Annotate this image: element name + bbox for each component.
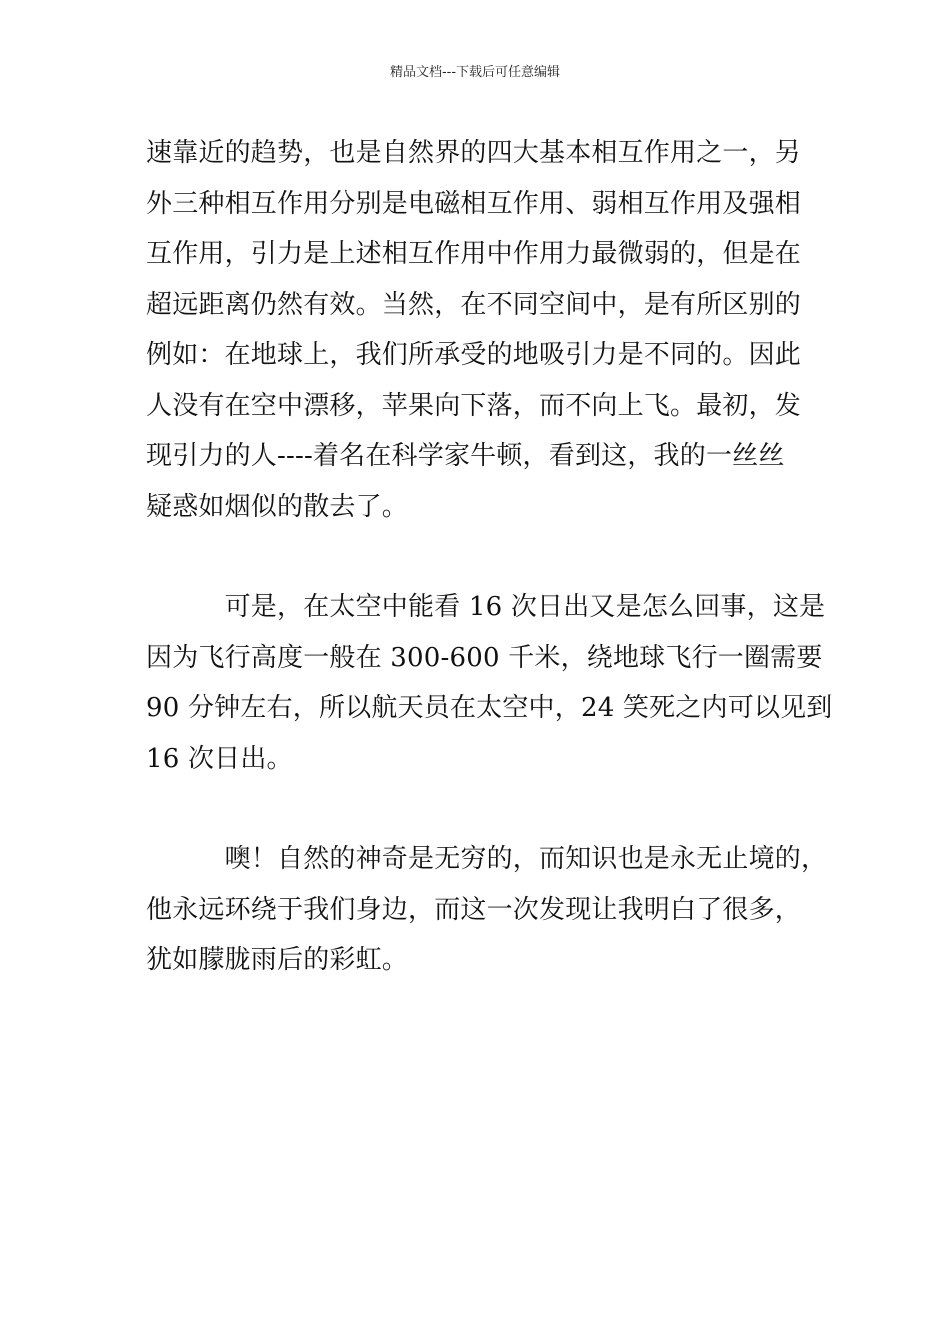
- document-body: [146, 128, 833, 986]
- text-line: 外三种相互作用分别是电磁相互作用、弱相互作用及强相: [146, 188, 802, 219]
- text-line: 90 分钟左右，所以航天员在太空中，24 笑死之内可以见到: [146, 693, 833, 723]
- text-line: 超远距离仍然有效。当然，在不同空间中，是有所区别的: [146, 289, 802, 320]
- text-line: 因为飞行高度一般在 300-600 千米，绕地球飞行一圈需要: [146, 642, 823, 673]
- text-line: 可是，在太空中能看 16 次日出又是怎么回事，这是: [146, 592, 826, 622]
- paragraph-2: [146, 582, 833, 784]
- text-line: 噢！自然的神奇是无穷的，而知识也是永无止境的，: [146, 844, 828, 874]
- text-line: 16 次日出。: [146, 743, 293, 774]
- paragraph-3: [146, 834, 826, 986]
- text-line: 他永远环绕于我们身边，而这一次发现让我明白了很多，: [146, 894, 802, 925]
- text-line: 疑惑如烟似的散去了。: [146, 491, 409, 522]
- page-header: 精品文档---下载后可任意编辑: [389, 65, 561, 80]
- text-line: 人没有在空中漂移，苹果向下落，而不向上飞。最初，发: [146, 390, 802, 421]
- text-line: 例如：在地球上，我们所承受的地吸引力是不同的。因此: [146, 340, 802, 370]
- text-line: 现引力的人----着名在科学家牛顿，看到这，我的一丝丝: [146, 441, 785, 471]
- text-line: 互作用，引力是上述相互作用中作用力最微弱的，但是在: [146, 239, 802, 269]
- text-line: 速靠近的趋势，也是自然界的四大基本相互作用之一，另: [146, 138, 802, 168]
- text-line: 犹如朦胧雨后的彩虹。: [146, 945, 409, 975]
- paragraph-1: [146, 128, 826, 532]
